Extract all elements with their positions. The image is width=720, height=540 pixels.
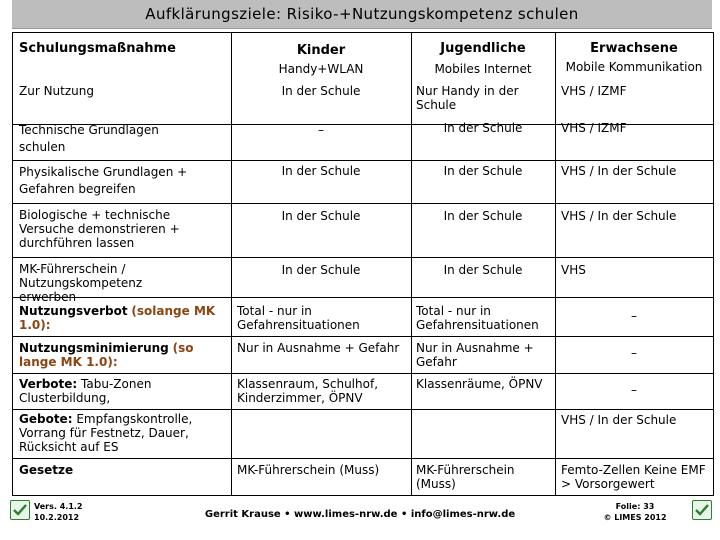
header-jugend-sub: Mobiles Internet (434, 62, 532, 76)
cell-kinder: Nur in Ausnahme + Gefahr (237, 341, 400, 355)
cell-kinder: – (318, 123, 324, 137)
row-label-text: Tabu-Zonen Clusterbildung, (19, 377, 152, 405)
competence-table (12, 32, 714, 496)
cell-kinder: In der Schule (281, 209, 361, 223)
row-label: Technische Grundlagen schulen (19, 123, 159, 154)
cell-jugend: In der Schule (443, 121, 523, 135)
cell-erw: VHS (561, 263, 586, 277)
cell-erw: VHS / In der Schule (561, 413, 677, 427)
grid-line (13, 458, 713, 459)
cell-kinder: Total - nur in Gefahrensituationen (237, 304, 360, 332)
cell-erw: – (631, 346, 637, 360)
row-label-keyword: Nutzungsminimierung (19, 341, 169, 355)
cell-kinder: MK-Führerschein (Muss) (237, 463, 380, 477)
grid-line (13, 203, 713, 204)
footer-slide-number: Folie: 33 (615, 502, 655, 511)
cell-jugend: In der Schule (443, 263, 523, 277)
cell-jugend: Nur Handy in der Schule (416, 84, 519, 112)
header-col-erw: Erwachsene (590, 41, 678, 56)
row-label (19, 304, 224, 332)
row-label-keyword: Verbote: (19, 377, 78, 391)
cell-kinder: In der Schule (281, 164, 361, 178)
header-col-jugend: Jugendliche (440, 41, 526, 56)
cell-jugend: Total - nur in Gefahrensituationen (416, 304, 539, 332)
cell-erw: – (631, 309, 637, 323)
row-label (19, 377, 224, 405)
limes-logo-icon (10, 500, 30, 520)
header-col-measure: Schulungsmaßnahme (19, 41, 176, 56)
cell-erw: VHS / IZMF (561, 84, 627, 98)
slide-title: Aufklärungsziele: Risiko-+Nutzungskompetenz schulen (12, 0, 712, 29)
cell-erw: Femto-Zellen Keine EMF > Vorsorgewert (561, 463, 706, 491)
footer-author: Gerrit Krause • www.limes-nrw.de • info@limes-nrw.de (204, 509, 516, 520)
cell-jugend: MK-Führerschein (Muss) (416, 463, 515, 491)
grid-line (13, 373, 713, 374)
grid-line (555, 33, 556, 495)
cell-erw: VHS / In der Schule (561, 164, 677, 178)
row-label-note: (solange MK 1.0): (19, 304, 216, 332)
row-label: Biologische + technische Versuche demonstrieren + durchführen lassen (19, 208, 180, 250)
cell-erw: – (631, 383, 637, 397)
row-label: Physikalische Grundlagen + Gefahren begreifen (19, 165, 188, 196)
row-label: MK-Führerschein / Nutzungskompetenz erwerben (19, 262, 143, 304)
row-label: Zur Nutzung (19, 84, 94, 98)
cell-jugend: In der Schule (443, 209, 523, 223)
cell-jugend: Nur in Ausnahme + Gefahr (416, 341, 534, 369)
cell-jugend: In der Schule (443, 164, 523, 178)
grid-line (13, 160, 713, 161)
row-label-note: (so lange MK 1.0): (19, 341, 194, 369)
footer-date: 10.2.2012 (34, 513, 80, 522)
cell-erw: VHS / IZMF (561, 121, 627, 135)
header-erw-sub: Mobile Kommunikation (565, 60, 703, 74)
footer-version: Vers. 4.1.2 (34, 502, 83, 511)
cell-kinder: Klassenraum, Schulhof, Kinderzimmer, ÖPNV (237, 377, 379, 405)
grid-line (13, 336, 713, 337)
cell-kinder: In der Schule (281, 263, 361, 277)
cell-kinder: In der Schule (281, 84, 361, 98)
grid-line (13, 409, 713, 410)
row-label-keyword: Nutzungsverbot (19, 304, 128, 318)
row-label-keyword: Gebote: (19, 412, 73, 426)
grid-line (13, 257, 713, 258)
limes-logo-icon (692, 500, 712, 520)
header-kinder-sub: Handy+WLAN (278, 62, 364, 76)
row-label: Gesetze (19, 463, 74, 477)
row-label (19, 341, 224, 369)
footer-copyright: © LIMES 2012 (603, 513, 667, 522)
cell-erw: VHS / In der Schule (561, 209, 677, 223)
header-col-kinder: Kinder (296, 43, 346, 58)
row-label (19, 412, 224, 454)
row-label-text: Empfangskontrolle, Vorrang für Festnetz, Dauer, Rücksicht auf ES (19, 412, 193, 454)
cell-jugend: Klassenräume, ÖPNV (416, 377, 543, 391)
